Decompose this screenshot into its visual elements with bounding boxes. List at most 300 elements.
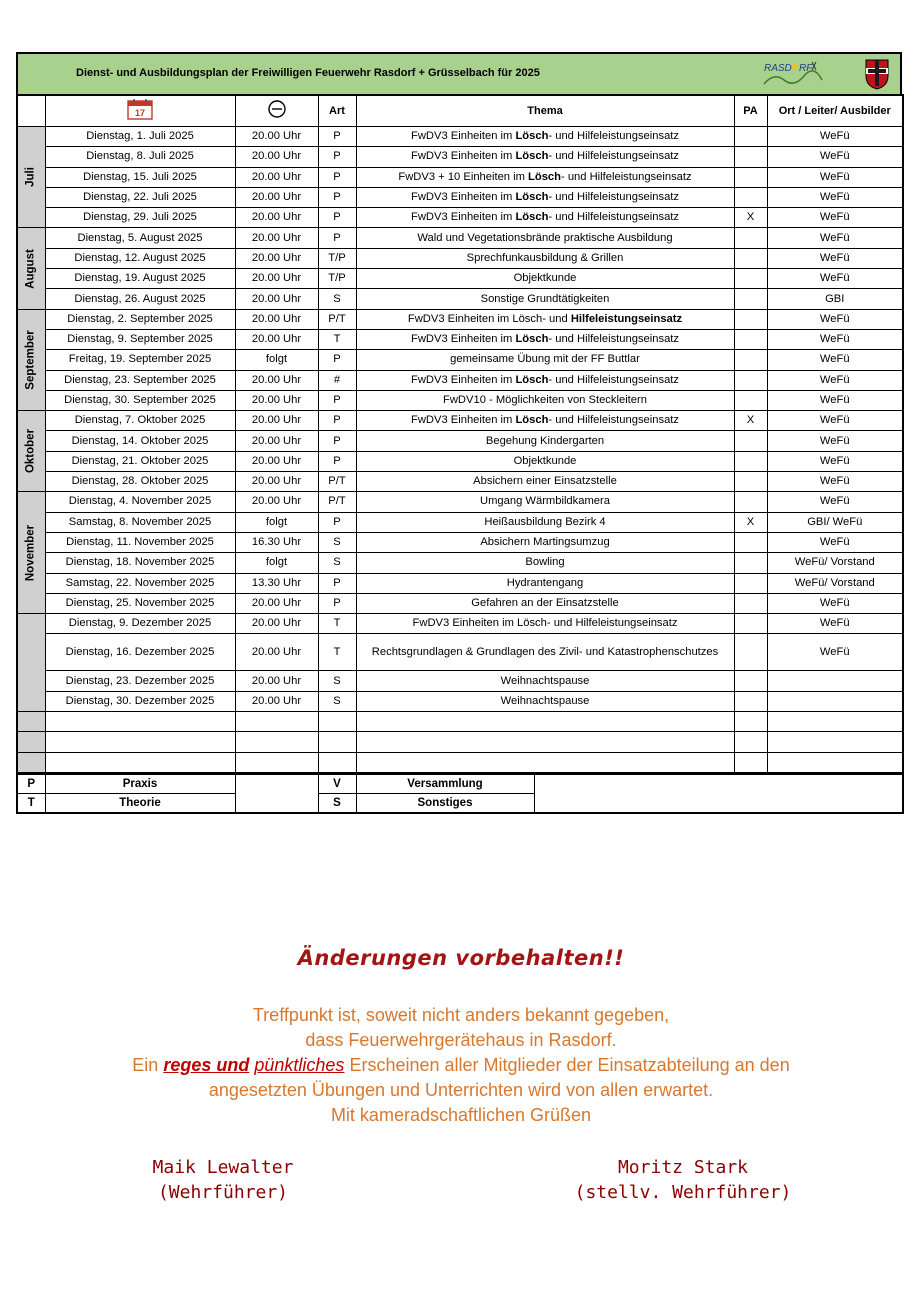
- time-cell: 20.00 Uhr: [235, 147, 318, 167]
- thema-post: - und Hilfeleistungseinsatz: [548, 191, 679, 204]
- blank-cell: [17, 732, 45, 752]
- art-cell: T: [318, 329, 356, 349]
- thema-post: - und Hilfeleistungseinsatz: [561, 170, 692, 183]
- art-cell: P: [318, 593, 356, 613]
- pa-cell: [734, 532, 767, 552]
- thema-bold: Lösch: [515, 211, 549, 224]
- time-cell: 20.00 Uhr: [235, 289, 318, 309]
- date-cell: Dienstag, 7. Oktober 2025: [45, 411, 235, 431]
- blank-cell: [17, 712, 45, 732]
- thema-bold: Lösch: [515, 414, 549, 427]
- date-cell: Dienstag, 26. August 2025: [45, 289, 235, 309]
- ort-cell: WeFü: [767, 269, 903, 289]
- time-cell: 20.00 Uhr: [235, 269, 318, 289]
- ort-cell: WeFü: [767, 532, 903, 552]
- ort-cell: WeFü: [767, 634, 903, 671]
- month-label-cell: [17, 614, 45, 712]
- ort-cell: GBI/ WeFü: [767, 512, 903, 532]
- time-cell: 20.00 Uhr: [235, 329, 318, 349]
- pa-cell: [734, 248, 767, 268]
- month-label: Juli: [24, 167, 37, 188]
- changes-reserved-notice: Änderungen vorbehalten!!: [297, 946, 625, 970]
- pa-cell: [734, 329, 767, 349]
- thema-bold: Lösch: [515, 150, 549, 163]
- legend-table: [16, 774, 904, 814]
- table-row: [17, 147, 903, 167]
- ort-cell: WeFü: [767, 329, 903, 349]
- table-row: [17, 248, 903, 268]
- legend-spacer: [235, 774, 318, 813]
- thema-cell: [356, 248, 734, 268]
- legend-key-t: T: [17, 793, 45, 813]
- table-row: [17, 350, 903, 370]
- schedule-header: [16, 52, 902, 94]
- blank-row: [17, 752, 903, 773]
- header-date-cell: [45, 95, 235, 127]
- pa-cell: [734, 390, 767, 410]
- date-cell: Dienstag, 28. Oktober 2025: [45, 472, 235, 492]
- thema-bold: Lösch: [515, 373, 549, 386]
- pa-cell: [734, 431, 767, 451]
- thema-pre: Bowling: [525, 556, 565, 569]
- table-row: [17, 411, 903, 431]
- header-pa: PA: [734, 95, 767, 127]
- schedule-table: [16, 94, 904, 774]
- svg-text:RF: RF: [799, 63, 813, 74]
- art-cell: P: [318, 127, 356, 147]
- time-cell: 20.00 Uhr: [235, 390, 318, 410]
- thema-post: - und Hilfeleistungseinsatz: [548, 150, 679, 163]
- time-cell: 20.00 Uhr: [235, 187, 318, 207]
- date-cell: Dienstag, 30. September 2025: [45, 390, 235, 410]
- date-cell: Dienstag, 30. Dezember 2025: [45, 691, 235, 711]
- thema-pre: Absichern Martingsumzug: [480, 536, 610, 549]
- month-label: August: [24, 248, 37, 289]
- thema-cell: [356, 472, 734, 492]
- thema-pre: Absichern einer Einsatzstelle: [473, 475, 617, 488]
- ort-cell: WeFü: [767, 390, 903, 410]
- art-cell: P: [318, 411, 356, 431]
- date-cell: Samstag, 22. November 2025: [45, 573, 235, 593]
- thema-pre: Objektkunde: [513, 272, 577, 285]
- art-cell: S: [318, 671, 356, 691]
- thema-cell: [356, 187, 734, 207]
- time-cell: 20.00 Uhr: [235, 691, 318, 711]
- table-row: [17, 208, 903, 228]
- thema-pre: FwDV3 Einheiten im: [410, 373, 516, 386]
- signature-right-role: (stellv. Wehrführer): [574, 1182, 792, 1203]
- schedule-title: Dienst- und Ausbildungsplan der Freiwilligen Feuerwehr Rasdorf + Grüsselbach für 2025: [76, 67, 540, 79]
- date-cell: Dienstag, 19. August 2025: [45, 269, 235, 289]
- art-cell: P: [318, 208, 356, 228]
- ort-cell: WeFü/ Vorstand: [767, 553, 903, 573]
- table-row: [17, 634, 903, 671]
- pa-cell: [734, 167, 767, 187]
- date-cell: Freitag, 19. September 2025: [45, 350, 235, 370]
- date-cell: Dienstag, 9. Dezember 2025: [45, 614, 235, 634]
- thema-pre: FwDV3 Einheiten im Lösch- und: [407, 312, 571, 325]
- table-row: [17, 691, 903, 711]
- time-cell: 20.00 Uhr: [235, 370, 318, 390]
- notice-line-3: [0, 1053, 922, 1078]
- blank-cell: [17, 752, 45, 773]
- thema-cell: [356, 350, 734, 370]
- date-cell: Dienstag, 16. Dezember 2025: [45, 634, 235, 671]
- blank-cell: [235, 712, 318, 732]
- thema-cell: [356, 451, 734, 471]
- legend-label-p: Praxis: [45, 774, 235, 793]
- time-cell: 20.00 Uhr: [235, 451, 318, 471]
- pa-cell: [734, 269, 767, 289]
- art-cell: #: [318, 370, 356, 390]
- notice-line-2: dass Feuerwehrgerätehaus in Rasdorf.: [305, 1030, 617, 1050]
- date-cell: Dienstag, 14. Oktober 2025: [45, 431, 235, 451]
- thema-pre: FwDV10 - Möglichkeiten von Steckleitern: [443, 394, 647, 406]
- blank-cell: [356, 732, 734, 752]
- thema-pre: FwDV3 Einheiten im: [410, 191, 516, 204]
- time-cell: folgt: [235, 512, 318, 532]
- pa-cell: [734, 593, 767, 613]
- thema-pre: FwDV3 Einheiten im: [410, 130, 516, 143]
- date-cell: Dienstag, 9. September 2025: [45, 329, 235, 349]
- art-cell: S: [318, 691, 356, 711]
- time-cell: 20.00 Uhr: [235, 167, 318, 187]
- schedule-sheet: [16, 52, 902, 814]
- time-cell: 20.00 Uhr: [235, 208, 318, 228]
- thema-pre: gemeinsame Übung mit der FF Buttlar: [450, 353, 640, 366]
- thema-pre: Wald und Vegetationsbrände praktische Ausbildung: [417, 231, 673, 244]
- legend-label-s: Sonstiges: [356, 793, 534, 813]
- ort-cell: WeFü: [767, 127, 903, 147]
- pa-cell: X: [734, 411, 767, 431]
- ort-cell: WeFü: [767, 350, 903, 370]
- notice-line-5: Mit kameradschaftlichen Grüßen: [330, 1105, 592, 1125]
- table-row: [17, 472, 903, 492]
- time-cell: 20.00 Uhr: [235, 228, 318, 248]
- thema-pre: Umgang Wärmbildkamera: [480, 495, 610, 508]
- pa-cell: [734, 147, 767, 167]
- thema-cell: [356, 431, 734, 451]
- thema-pre: FwDV3 Einheiten im Lösch- und Hilfeleistungseinsatz: [412, 617, 678, 630]
- date-cell: Dienstag, 11. November 2025: [45, 532, 235, 552]
- blank-cell: [767, 712, 903, 732]
- table-row: [17, 492, 903, 512]
- ort-cell: [767, 691, 903, 711]
- art-cell: P: [318, 431, 356, 451]
- date-cell: Dienstag, 23. September 2025: [45, 370, 235, 390]
- table-row: [17, 167, 903, 187]
- thema-cell: [356, 553, 734, 573]
- table-row: [17, 127, 903, 147]
- thema-cell: [356, 329, 734, 349]
- ort-cell: WeFü: [767, 228, 903, 248]
- ort-cell: WeFü: [767, 614, 903, 634]
- month-label-cell: [17, 309, 45, 410]
- legend-row: [17, 774, 903, 793]
- thema-cell: [356, 492, 734, 512]
- art-cell: P: [318, 390, 356, 410]
- art-cell: P: [318, 147, 356, 167]
- thema-cell: [356, 309, 734, 329]
- time-cell: 20.00 Uhr: [235, 431, 318, 451]
- blank-cell: [356, 752, 734, 773]
- table-row: [17, 614, 903, 634]
- time-cell: 20.00 Uhr: [235, 127, 318, 147]
- thema-bold: Hilfeleistungseinsatz: [570, 312, 683, 325]
- pa-cell: [734, 553, 767, 573]
- blank-cell: [235, 752, 318, 773]
- thema-pre: FwDV3 Einheiten im: [410, 150, 516, 163]
- ort-cell: WeFü: [767, 309, 903, 329]
- notice-line-4: angesetzten Übungen und Unterrichten wird von allen erwartet.: [208, 1080, 714, 1100]
- thema-post: - und Hilfeleistungseinsatz: [548, 333, 679, 346]
- thema-cell: [356, 532, 734, 552]
- pa-cell: [734, 309, 767, 329]
- art-cell: P: [318, 451, 356, 471]
- thema-bold: Lösch: [515, 130, 549, 143]
- pa-cell: [734, 614, 767, 634]
- art-cell: S: [318, 289, 356, 309]
- signature-left-name: Maik Lewalter: [152, 1157, 294, 1178]
- thema-pre: Objektkunde: [513, 454, 577, 467]
- month-label: September: [24, 330, 37, 390]
- art-cell: T: [318, 634, 356, 671]
- month-label: Oktober: [24, 429, 37, 474]
- date-cell: Dienstag, 4. November 2025: [45, 492, 235, 512]
- thema-cell: [356, 208, 734, 228]
- thema-cell: [356, 573, 734, 593]
- thema-pre: FwDV3 Einheiten im: [410, 211, 516, 224]
- table-header-row: [17, 95, 903, 127]
- pa-cell: [734, 187, 767, 207]
- art-cell: P: [318, 167, 356, 187]
- pa-cell: [734, 492, 767, 512]
- pa-cell: [734, 228, 767, 248]
- notice-line-3-post: Erscheinen aller Mitglieder der Einsatzabteilung an den: [344, 1055, 790, 1075]
- thema-cell: [356, 634, 734, 671]
- pa-cell: [734, 289, 767, 309]
- thema-cell: [356, 269, 734, 289]
- thema-cell: [356, 512, 734, 532]
- thema-post: - und Hilfeleistungseinsatz: [548, 130, 679, 143]
- table-row: [17, 593, 903, 613]
- header-month-cell: [17, 95, 45, 127]
- table-row: [17, 451, 903, 471]
- table-row: [17, 532, 903, 552]
- art-cell: T/P: [318, 248, 356, 268]
- signature-wehrfuehrer: [128, 1155, 318, 1205]
- signature-stellv-wehrfuehrer: [568, 1155, 798, 1205]
- art-cell: P: [318, 187, 356, 207]
- blank-cell: [235, 732, 318, 752]
- time-cell: 20.00 Uhr: [235, 411, 318, 431]
- signature-right-name: Moritz Stark: [617, 1157, 749, 1178]
- art-cell: P/T: [318, 472, 356, 492]
- art-cell: P: [318, 228, 356, 248]
- svg-text:RASD: RASD: [764, 63, 792, 74]
- thema-pre: Hydrantengang: [506, 576, 584, 589]
- art-cell: P/T: [318, 309, 356, 329]
- blank-row: [17, 712, 903, 732]
- ort-cell: WeFü: [767, 431, 903, 451]
- ort-cell: WeFü: [767, 370, 903, 390]
- art-cell: P: [318, 573, 356, 593]
- blank-cell: [734, 752, 767, 773]
- time-cell: 13.30 Uhr: [235, 573, 318, 593]
- table-row: [17, 187, 903, 207]
- blank-row: [17, 732, 903, 752]
- legend-empty: [534, 774, 903, 813]
- header-thema: Thema: [356, 95, 734, 127]
- ort-cell: [767, 671, 903, 691]
- header-art: Art: [318, 95, 356, 127]
- pa-cell: [734, 691, 767, 711]
- ort-cell: WeFü: [767, 147, 903, 167]
- table-row: [17, 269, 903, 289]
- date-cell: Dienstag, 22. Juli 2025: [45, 187, 235, 207]
- table-row: [17, 431, 903, 451]
- blank-cell: [318, 752, 356, 773]
- thema-pre: Begehung Kindergarten: [485, 434, 605, 447]
- table-row: [17, 370, 903, 390]
- thema-pre: Sprechfunkausbildung & Grillen: [466, 251, 624, 264]
- ort-cell: WeFü: [767, 411, 903, 431]
- time-cell: 20.00 Uhr: [235, 492, 318, 512]
- thema-bold: Lösch: [515, 191, 549, 204]
- time-cell: 20.00 Uhr: [235, 634, 318, 671]
- thema-bold: Lösch: [528, 170, 561, 183]
- thema-cell: [356, 167, 734, 187]
- ort-cell: WeFü: [767, 248, 903, 268]
- notice-emphasis-reges: reges und: [163, 1055, 250, 1075]
- table-row: [17, 573, 903, 593]
- time-cell: folgt: [235, 350, 318, 370]
- signature-left-role: (Wehrführer): [157, 1182, 289, 1203]
- pa-cell: [734, 127, 767, 147]
- ort-cell: WeFü: [767, 472, 903, 492]
- legend-key-v: V: [318, 774, 356, 793]
- thema-pre: Sonstige Grundtätigkeiten: [480, 292, 610, 305]
- legend-label-v: Versammlung: [356, 774, 534, 793]
- header-time-cell: [235, 95, 318, 127]
- blank-cell: [767, 752, 903, 773]
- date-cell: Dienstag, 15. Juli 2025: [45, 167, 235, 187]
- ort-cell: WeFü: [767, 208, 903, 228]
- thema-cell: [356, 614, 734, 634]
- month-label-cell: [17, 411, 45, 492]
- date-cell: Samstag, 8. November 2025: [45, 512, 235, 532]
- pa-cell: [734, 573, 767, 593]
- thema-cell: [356, 671, 734, 691]
- art-cell: T/P: [318, 269, 356, 289]
- time-cell: 20.00 Uhr: [235, 671, 318, 691]
- blank-cell: [318, 732, 356, 752]
- time-cell: folgt: [235, 553, 318, 573]
- pa-cell: X: [734, 208, 767, 228]
- blank-cell: [767, 732, 903, 752]
- month-label: November: [24, 524, 37, 581]
- rasdorf-logo-icon: [762, 58, 824, 88]
- date-cell: Dienstag, 25. November 2025: [45, 593, 235, 613]
- blank-cell: [318, 712, 356, 732]
- table-row: [17, 553, 903, 573]
- thema-cell: [356, 370, 734, 390]
- pa-cell: [734, 634, 767, 671]
- pa-cell: [734, 451, 767, 471]
- date-cell: Dienstag, 21. Oktober 2025: [45, 451, 235, 471]
- pa-cell: [734, 472, 767, 492]
- thema-post: - und Hilfeleistungseinsatz: [548, 211, 679, 224]
- thema-pre: Gefahren an der Einsatzstelle: [471, 596, 619, 609]
- table-row: [17, 671, 903, 691]
- header-ort: Ort / Leiter/ Ausbilder: [767, 95, 903, 127]
- table-row: [17, 329, 903, 349]
- blank-cell: [734, 732, 767, 752]
- coat-of-arms-icon: [864, 58, 890, 90]
- date-cell: Dienstag, 5. August 2025: [45, 228, 235, 248]
- time-cell: 20.00 Uhr: [235, 614, 318, 634]
- art-cell: S: [318, 532, 356, 552]
- table-row: [17, 289, 903, 309]
- thema-cell: [356, 593, 734, 613]
- blank-cell: [356, 712, 734, 732]
- notice-line-3-pre: Ein: [132, 1055, 164, 1075]
- art-cell: S: [318, 553, 356, 573]
- thema-pre: Rechtsgrundlagen & Grundlagen des Zivil- und Katastrophenschutzes: [371, 645, 719, 658]
- time-cell: 20.00 Uhr: [235, 472, 318, 492]
- art-cell: P/T: [318, 492, 356, 512]
- thema-pre: Heißausbildung Bezirk 4: [484, 515, 606, 528]
- table-row: [17, 390, 903, 410]
- legend-key-p: P: [17, 774, 45, 793]
- blank-cell: [45, 712, 235, 732]
- thema-pre: FwDV3 Einheiten im: [410, 333, 516, 346]
- ort-cell: GBI: [767, 289, 903, 309]
- meeting-notice: [0, 1003, 922, 1128]
- date-cell: Dienstag, 29. Juli 2025: [45, 208, 235, 228]
- thema-pre: Weihnachtspause: [500, 694, 590, 707]
- month-label-cell: [17, 492, 45, 614]
- ort-cell: WeFü: [767, 451, 903, 471]
- art-cell: P: [318, 512, 356, 532]
- month-label-cell: [17, 127, 45, 228]
- thema-post: - und Hilfeleistungseinsatz: [548, 414, 679, 427]
- notice-line-1: Treffpunkt ist, soweit nicht anders bekannt gegeben,: [252, 1005, 670, 1025]
- pa-cell: [734, 370, 767, 390]
- notice-emphasis-puenktlich: pünktliches: [254, 1055, 345, 1075]
- date-cell: Dienstag, 12. August 2025: [45, 248, 235, 268]
- ort-cell: WeFü: [767, 492, 903, 512]
- table-row: [17, 228, 903, 248]
- date-cell: Dienstag, 1. Juli 2025: [45, 127, 235, 147]
- thema-pre: Weihnachtspause: [500, 674, 590, 687]
- legend-key-s: S: [318, 793, 356, 813]
- blank-cell: [45, 752, 235, 773]
- pa-cell: X: [734, 512, 767, 532]
- blank-cell: [734, 712, 767, 732]
- date-cell: Dienstag, 23. Dezember 2025: [45, 671, 235, 691]
- pa-cell: [734, 350, 767, 370]
- thema-pre: FwDV3 + 10 Einheiten im: [398, 170, 529, 183]
- ort-cell: WeFü/ Vorstand: [767, 573, 903, 593]
- thema-cell: [356, 411, 734, 431]
- thema-bold: Lösch: [515, 333, 549, 346]
- date-cell: Dienstag, 8. Juli 2025: [45, 147, 235, 167]
- month-label-cell: [17, 228, 45, 309]
- table-row: [17, 309, 903, 329]
- time-cell: 16.30 Uhr: [235, 532, 318, 552]
- ort-cell: WeFü: [767, 187, 903, 207]
